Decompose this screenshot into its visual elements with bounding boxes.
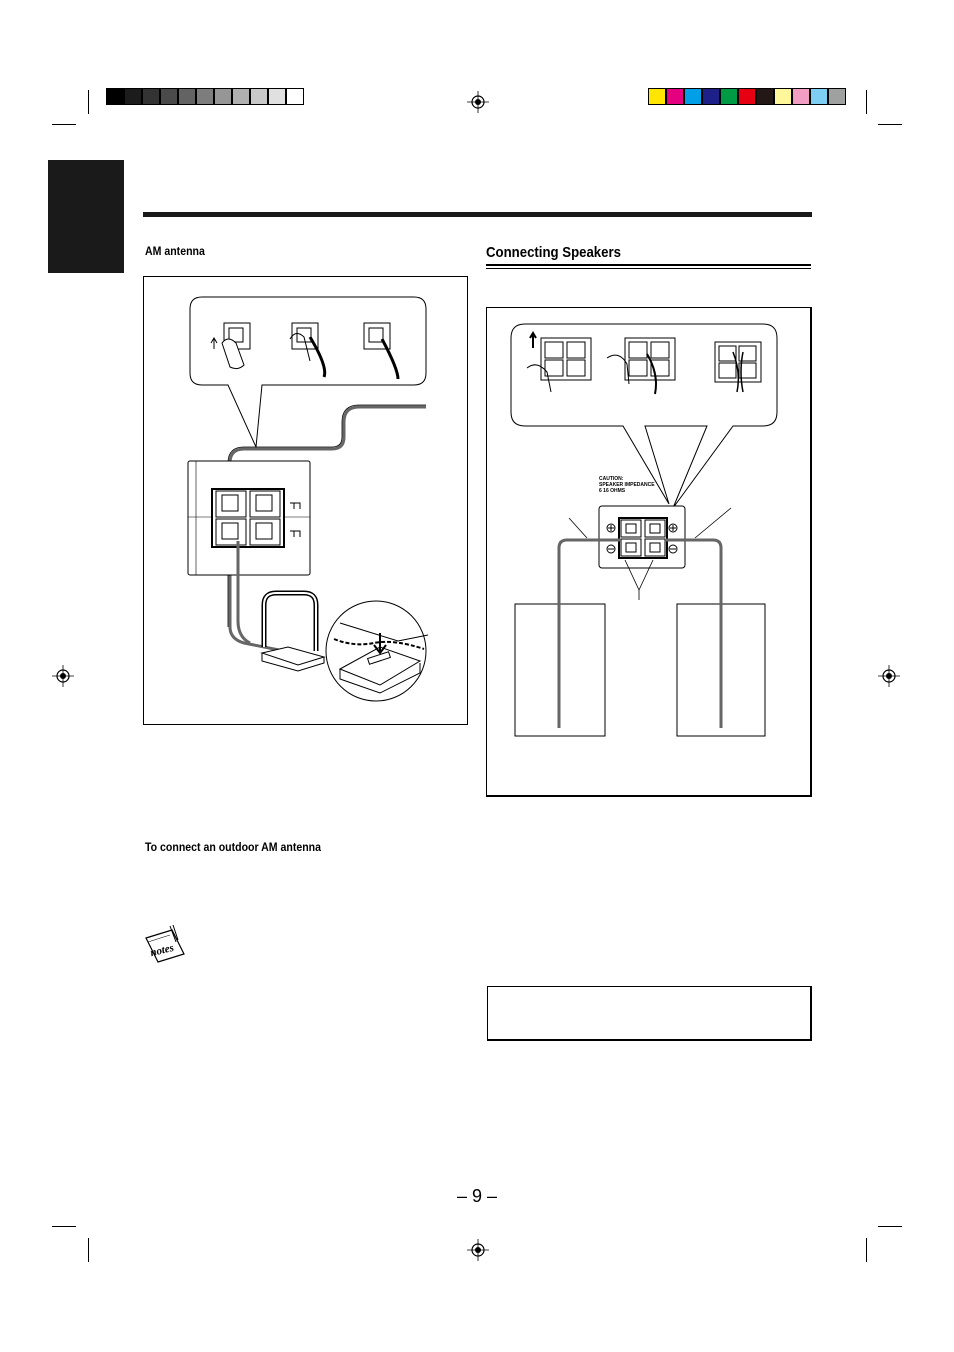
calibration-swatch bbox=[142, 88, 160, 105]
speaker-connection-diagram bbox=[487, 308, 813, 798]
speaker-note-box bbox=[487, 986, 812, 1041]
crop-mark bbox=[866, 90, 867, 114]
calibration-swatch bbox=[124, 88, 142, 105]
crop-mark bbox=[866, 1238, 867, 1262]
calibration-swatch bbox=[178, 88, 196, 105]
calibration-swatch bbox=[684, 88, 702, 105]
connecting-speakers-rule-thin bbox=[486, 268, 811, 269]
calibration-swatch bbox=[232, 88, 250, 105]
calibration-swatch bbox=[214, 88, 232, 105]
am-antenna-heading: AM antenna bbox=[145, 244, 205, 258]
am-antenna-figure bbox=[143, 276, 468, 725]
caution-line-1: CAUTION: bbox=[599, 476, 624, 482]
connecting-speakers-rule bbox=[486, 264, 811, 266]
registration-mark-icon bbox=[878, 665, 900, 687]
outdoor-am-antenna-heading: To connect an outdoor AM antenna bbox=[145, 840, 321, 854]
calibration-swatch bbox=[702, 88, 720, 105]
calibration-swatch bbox=[720, 88, 738, 105]
svg-text:notes: notes bbox=[149, 941, 176, 960]
crop-mark bbox=[52, 124, 76, 125]
registration-mark-icon bbox=[52, 665, 74, 687]
notes-icon bbox=[140, 924, 188, 966]
registration-mark-icon bbox=[467, 91, 489, 113]
calibration-swatch bbox=[196, 88, 214, 105]
calibration-swatch bbox=[810, 88, 828, 105]
calibration-swatch bbox=[828, 88, 846, 105]
calibration-swatch bbox=[774, 88, 792, 105]
calibration-swatch bbox=[250, 88, 268, 105]
calibration-swatch bbox=[286, 88, 304, 105]
crop-mark bbox=[88, 90, 89, 114]
calibration-swatch bbox=[666, 88, 684, 105]
crop-mark bbox=[878, 124, 902, 125]
crop-mark bbox=[88, 1238, 89, 1262]
header-rule bbox=[143, 212, 812, 217]
calibration-swatch bbox=[756, 88, 774, 105]
calibration-swatch bbox=[792, 88, 810, 105]
am-antenna-diagram bbox=[144, 277, 469, 726]
caution-line-3: 6 16 OHMS bbox=[599, 488, 626, 494]
connecting-speakers-heading: Connecting Speakers bbox=[486, 244, 621, 261]
language-side-tab bbox=[48, 160, 124, 273]
speaker-connection-figure bbox=[486, 307, 812, 797]
calibration-swatch bbox=[738, 88, 756, 105]
caution-line-2: SPEAKER IMPEDANCE bbox=[599, 482, 655, 488]
registration-mark-icon bbox=[467, 1239, 489, 1261]
calibration-swatch bbox=[648, 88, 666, 105]
calibration-swatch bbox=[106, 88, 124, 105]
calibration-swatch bbox=[160, 88, 178, 105]
page-number: – 9 – bbox=[456, 1186, 498, 1206]
crop-mark bbox=[878, 1226, 902, 1227]
calibration-swatch bbox=[268, 88, 286, 105]
crop-mark bbox=[52, 1226, 76, 1227]
